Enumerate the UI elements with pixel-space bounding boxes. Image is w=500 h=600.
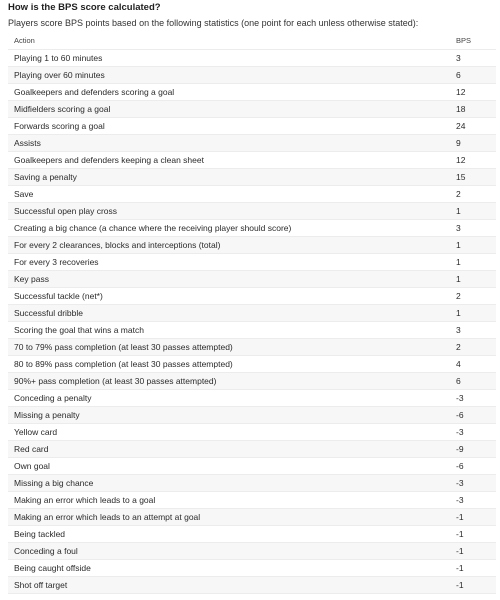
table-row: [8, 305, 496, 322]
row-action: Making an error which leads to a goal: [8, 492, 456, 509]
table-row: [8, 560, 496, 577]
table-row: [8, 135, 496, 152]
table-row: [8, 50, 496, 67]
row-bps-value: 1: [456, 254, 496, 271]
row-bps-value: -1: [456, 543, 496, 560]
table-row: [8, 543, 496, 560]
bps-table: [8, 31, 496, 594]
row-action: Red card: [8, 441, 456, 458]
table-row: [8, 152, 496, 169]
table-row: [8, 441, 496, 458]
table-row: [8, 67, 496, 84]
row-action: Saving a penalty: [8, 169, 456, 186]
row-bps-value: -9: [456, 441, 496, 458]
row-bps-value: 2: [456, 288, 496, 305]
row-action: For every 2 clearances, blocks and interceptions (total): [8, 237, 456, 254]
table-row: [8, 577, 496, 594]
row-action: Missing a penalty: [8, 407, 456, 424]
row-bps-value: 6: [456, 373, 496, 390]
table-row: [8, 84, 496, 101]
table-row: [8, 339, 496, 356]
header-action: Action: [8, 31, 456, 50]
row-bps-value: 3: [456, 220, 496, 237]
table-row: [8, 356, 496, 373]
row-bps-value: -3: [456, 390, 496, 407]
row-bps-value: 3: [456, 322, 496, 339]
row-bps-value: 2: [456, 186, 496, 203]
row-action: Successful open play cross: [8, 203, 456, 220]
row-bps-value: 1: [456, 271, 496, 288]
table-row: [8, 203, 496, 220]
row-bps-value: 12: [456, 152, 496, 169]
bps-explainer: [8, 0, 496, 594]
row-action: Goalkeepers and defenders scoring a goal: [8, 84, 456, 101]
row-action: Own goal: [8, 458, 456, 475]
table-header: [8, 31, 496, 50]
row-action: 80 to 89% pass completion (at least 30 passes attempted): [8, 356, 456, 373]
row-bps-value: -3: [456, 492, 496, 509]
row-action: Midfielders scoring a goal: [8, 101, 456, 118]
row-action: Conceding a penalty: [8, 390, 456, 407]
row-action: Missing a big chance: [8, 475, 456, 492]
row-action: Shot off target: [8, 577, 456, 594]
row-bps-value: -1: [456, 577, 496, 594]
row-bps-value: 9: [456, 135, 496, 152]
row-action: Goalkeepers and defenders keeping a clean sheet: [8, 152, 456, 169]
table-row: [8, 101, 496, 118]
row-bps-value: -3: [456, 475, 496, 492]
table-row: [8, 186, 496, 203]
row-bps-value: 3: [456, 50, 496, 67]
row-action: Forwards scoring a goal: [8, 118, 456, 135]
row-bps-value: -1: [456, 560, 496, 577]
table-row: [8, 390, 496, 407]
row-action: Assists: [8, 135, 456, 152]
row-action: Key pass: [8, 271, 456, 288]
header-row: [8, 31, 496, 50]
row-action: Creating a big chance (a chance where the receiving player should score): [8, 220, 456, 237]
table-row: [8, 407, 496, 424]
row-action: Playing 1 to 60 minutes: [8, 50, 456, 67]
row-bps-value: -6: [456, 458, 496, 475]
table-row: [8, 373, 496, 390]
row-bps-value: 18: [456, 101, 496, 118]
row-bps-value: 1: [456, 237, 496, 254]
table-row: [8, 424, 496, 441]
row-bps-value: -1: [456, 509, 496, 526]
header-bps: BPS: [456, 31, 496, 50]
table-body: [8, 50, 496, 594]
row-action: Being tackled: [8, 526, 456, 543]
table-row: [8, 237, 496, 254]
row-action: Being caught offside: [8, 560, 456, 577]
table-row: [8, 118, 496, 135]
row-action: 90%+ pass completion (at least 30 passes attempted): [8, 373, 456, 390]
row-action: Save: [8, 186, 456, 203]
row-action: Successful tackle (net*): [8, 288, 456, 305]
table-row: [8, 271, 496, 288]
row-bps-value: 1: [456, 305, 496, 322]
row-bps-value: -3: [456, 424, 496, 441]
row-bps-value: 1: [456, 203, 496, 220]
row-bps-value: 15: [456, 169, 496, 186]
row-bps-value: 4: [456, 356, 496, 373]
row-action: Scoring the goal that wins a match: [8, 322, 456, 339]
table-row: [8, 509, 496, 526]
table-row: [8, 169, 496, 186]
row-bps-value: -1: [456, 526, 496, 543]
row-bps-value: 12: [456, 84, 496, 101]
table-row: [8, 458, 496, 475]
row-action: 70 to 79% pass completion (at least 30 passes attempted): [8, 339, 456, 356]
row-bps-value: 24: [456, 118, 496, 135]
table-row: [8, 254, 496, 271]
table-row: [8, 322, 496, 339]
row-bps-value: -6: [456, 407, 496, 424]
row-bps-value: 6: [456, 67, 496, 84]
row-action: Playing over 60 minutes: [8, 67, 456, 84]
row-action: Successful dribble: [8, 305, 456, 322]
row-bps-value: 2: [456, 339, 496, 356]
table-row: [8, 526, 496, 543]
row-action: Yellow card: [8, 424, 456, 441]
table-row: [8, 220, 496, 237]
intro-text: Players score BPS points based on the following statistics (one point for each unless otherwise stated):: [8, 18, 419, 28]
row-action: Conceding a foul: [8, 543, 456, 560]
row-action: For every 3 recoveries: [8, 254, 456, 271]
table-row: [8, 475, 496, 492]
page-heading: How is the BPS score calculated?: [8, 2, 161, 13]
table-row: [8, 288, 496, 305]
row-action: Making an error which leads to an attempt at goal: [8, 509, 456, 526]
table-row: [8, 492, 496, 509]
